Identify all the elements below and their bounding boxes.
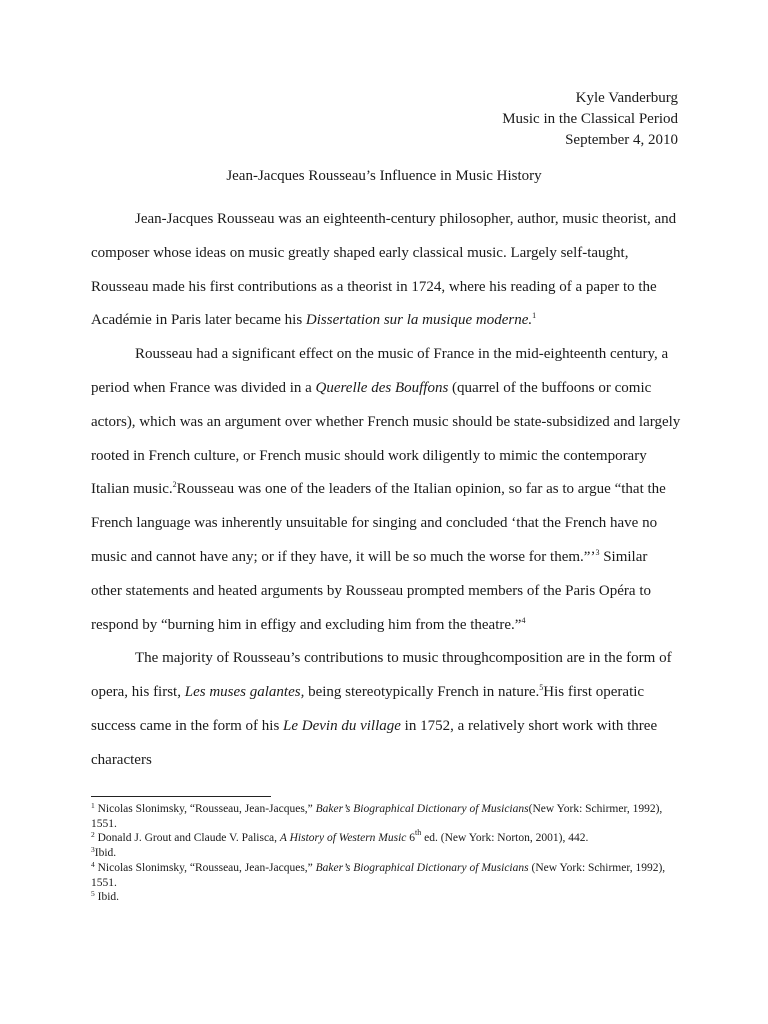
footnote-text: Ibid. xyxy=(94,847,117,860)
footnote-text: Ibid. xyxy=(94,891,120,904)
text-run: being stereotypically French in nature. xyxy=(304,684,540,701)
document-title: Jean-Jacques Rousseau’s Influence in Music History xyxy=(226,168,542,184)
footnote-number: 1 xyxy=(91,801,95,810)
text-run: His first operatic success came in the form of his xyxy=(91,684,645,734)
italic-title: Le Devin du village xyxy=(283,717,401,734)
italic-title: Dissertation sur la musique moderne. xyxy=(305,312,533,329)
author-name: Kyle Vanderburg xyxy=(575,90,678,106)
italic-title: Les muses galantes, xyxy=(184,684,305,701)
footnote-separator xyxy=(91,796,271,797)
text-run: in 1752, a relatively short work with three characters xyxy=(91,717,658,768)
footnote-text: Nicolas Slonimsky, “Rousseau, Jean-Jacques,” xyxy=(94,803,316,815)
footnote-4 xyxy=(91,861,681,890)
footnote-number: 4 xyxy=(91,859,95,869)
footnote-3 xyxy=(91,846,681,861)
document-date: September 4, 2010 xyxy=(565,132,678,148)
footnote-ref: 3 xyxy=(595,547,600,557)
footnote-number: 5 xyxy=(91,889,95,899)
footnote-2 xyxy=(91,828,681,846)
text-run: Similar other statements and heated arguments by Rousseau prompted members of the Paris Opéra to respond by “burning him in effigy and excluding him from the theatre.” xyxy=(91,548,651,633)
text-run: The majority of Rousseau’s contributions to music throughcomposition are in the form of opera, his first, xyxy=(91,650,672,701)
footnote-1 xyxy=(91,802,681,831)
italic-title: Querelle des Bouffons xyxy=(315,379,449,396)
course-name: Music in the Classical Period xyxy=(502,111,678,127)
footnote-text: Nicolas Slonimsky, “Rousseau, Jean-Jacques,” xyxy=(94,861,316,874)
footnote-ref: 1 xyxy=(532,311,537,321)
footnote-number: 2 xyxy=(91,830,95,840)
footnote-italic: Baker’s Biographical Dictionary of Musicians xyxy=(315,803,529,815)
footnote-superscript: th xyxy=(415,828,422,838)
footnote-text: Donald J. Grout and Claude V. Palisca, xyxy=(94,832,280,845)
footnote-text: (New York: Schirmer, 1992), 1551. xyxy=(91,803,663,830)
paragraph-3 xyxy=(91,642,681,777)
footnote-italic: Baker’s Biographical Dictionary of Musicians xyxy=(315,861,529,874)
footnote-number: 3 xyxy=(91,845,95,855)
footnote-5 xyxy=(91,890,681,905)
footnote-italic: A History of Western Music xyxy=(279,832,407,845)
footnote-ref: 5 xyxy=(539,683,544,693)
body-text xyxy=(91,203,681,778)
paragraph-1 xyxy=(91,203,681,338)
footnotes xyxy=(91,802,681,905)
footnote-text: (New York: Schirmer, 1992), 1551. xyxy=(91,861,666,889)
text-run: Jean-Jacques Rousseau was an eighteenth-century philosopher, author, music theorist, and composer whose ideas on music greatly shaped early classical music. Largely self-taught, Rousseau made his first contributions as a theorist in 1724, where his reading of a paper to the Académie in Paris later became his xyxy=(91,211,677,329)
text-run: Rousseau was one of the leaders of the Italian opinion, so far as to argue “that the French language was inherently unsuitable for singing and concluded ‘that the French have no music and cannot have any; or if they have, it will be so much the worse for them.”’ xyxy=(91,481,666,565)
paragraph-2 xyxy=(91,338,681,642)
footnote-ref: 4 xyxy=(521,615,526,625)
footnote-text: ed. (New York: Norton, 2001), 442. xyxy=(421,832,589,845)
text-run: (quarrel of the buffoons or comic actors), which was an argument over whether French music should be state-subsidized and largely rooted in French culture, or French music should work diligently to mimic the contemporary Italian music. xyxy=(91,379,681,498)
footnote-ref: 2 xyxy=(172,480,177,490)
text-run: Rousseau had a significant effect on the music of France in the mid-eighteenth century, a period when France was divided in a xyxy=(91,346,669,396)
header-block xyxy=(502,88,678,151)
footnote-text: 6 xyxy=(406,832,416,845)
